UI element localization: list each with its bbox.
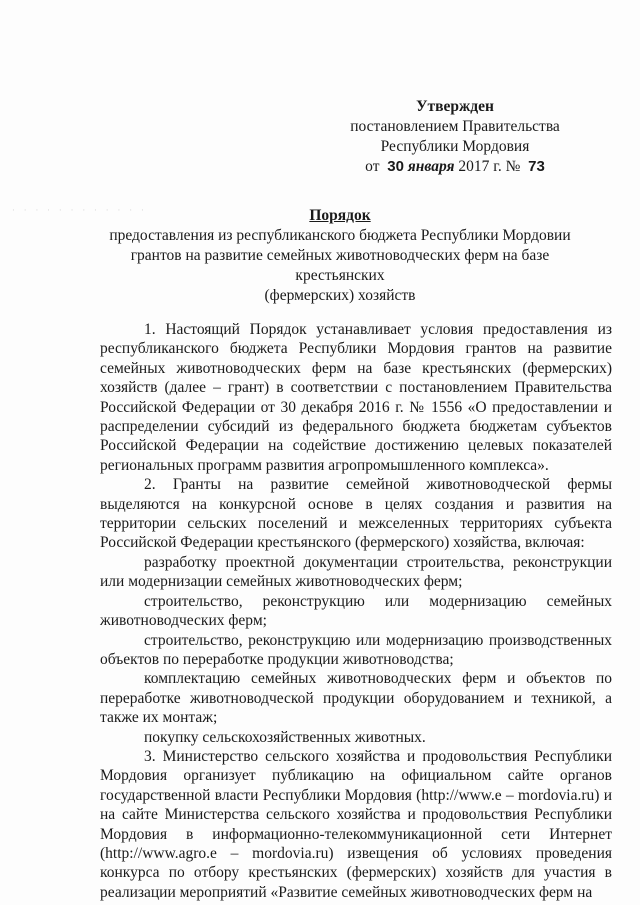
paragraph: 2. Гранты на развитие семейной животноводческой фермы выделяются на конкурсной основе в целях создания и развития на территории сельских поселений и межселенных территориях субъекта Российской Федерации крестьянского (фермерского) хозяйства, включая: — [100, 476, 612, 552]
list-item: комплектацию семейных животноводческих ферм и объектов по переработке животноводческой продукции оборудованием и техникой, а также их монтаж; — [100, 670, 612, 727]
list-item: покупку сельскохозяйственных животных. — [144, 728, 426, 746]
date-month: января — [407, 158, 455, 175]
list-item: строительство, реконструкцию или модернизацию семейных животноводческих ферм; — [100, 592, 612, 630]
title-line-2: грантов на развитие семейных животноводческих ферм на базе крестьянских — [130, 247, 550, 284]
paragraph: 3. Министерство сельского хозяйства и продовольствия Республики Мордовия организует публикацию на официальном сайте органов государственной власти Республики Мордовия (http://www.e – mordovia.ru) и на сайте Министерства сельского хозяйства и продовольствия Республики Мордовия в информационно-телекоммуникационной сети Интернет (http://www.agro.e – mordovia.ru) извещения об условиях проведения конкурса по отбору крестьянских (фермерских) хозяйств для участия в реализации мероприятий «Развитие семейных животноводческих ферм на — [100, 747, 612, 901]
title-line-1: предоставления из республиканского бюджета Республики Мордовии — [109, 227, 571, 244]
date-day: 30 — [387, 158, 404, 175]
list-item: строительство, реконструкцию или модернизацию производственных объектов по переработке продукции животноводства; — [100, 631, 612, 668]
approval-line-2: Республики Мордовия — [380, 138, 530, 155]
approval-block — [340, 97, 570, 177]
document-number: 73 — [528, 158, 545, 175]
date-year-suffix: 2017 г. № — [458, 158, 521, 175]
title-block — [100, 206, 580, 306]
approval-heading: Утвержден — [416, 98, 494, 115]
list-item: разработку проектной документации строительства, реконструкции или модернизации семейных животноводческих ферм; — [100, 553, 612, 591]
document-body — [100, 320, 612, 902]
scan-noise: · · · · · · · · · · · · — [12, 206, 147, 216]
approval-date-line — [340, 157, 570, 177]
paragraph: 1. Настоящий Порядок устанавливает условия предоставления из республиканского бюджета Республики Мордовия грантов на развитие семейных животноводческих ферм на базе крестьянских (фермерских) хозяйств (далее – грант) в соответствии с постановлением Правительства Российской Федерации от 30 декабря 2016 г. № 1556 «О предоставлении и распределении субсидий из федерального бюджета бюджетам субъектов Российской Федерации на содействие достижению целевых показателей региональных программ развития агропромышленного комплекса». — [100, 321, 612, 474]
document-title: Порядок — [309, 207, 371, 224]
date-prefix: от — [365, 158, 380, 175]
approval-line-1: постановлением Правительства — [350, 118, 560, 135]
title-line-3: (фермерских) хозяйств — [264, 287, 416, 304]
